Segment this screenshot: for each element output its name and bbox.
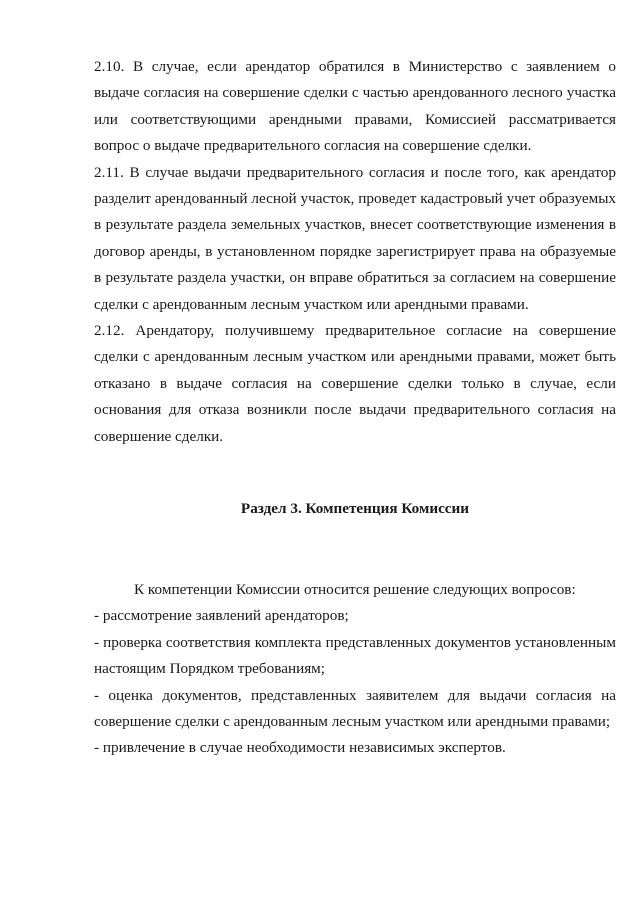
paragraph-number: 2.11. [94,163,124,181]
list-item: - рассмотрение заявлений арендаторов; [94,607,349,625]
list-item: - оценка документов, представленных заявителем для выдачи согласия на совершение сделки с арендованным лесным участком или арендными правами; [94,686,616,731]
paragraph-text: В случае выдачи предварительного согласия и после того, как арендатор разделит арендованный лесной участок, проведет кадастровый учет образуемых в результате раздела земельных участков, внесет соответствующие изменения в договор аренды, в установленном порядке зарегистрирует права на образуемые в результате раздела участки, он вправе обратиться за согласием на совершение сделки с арендованным лесным участком или арендными правами. [94,163,616,313]
document-body [94,54,617,757]
list-item: - проверка соответствия комплекта представленных документов установленным настоящим Порядком требованиям; [94,633,616,678]
list-item: - привлечение в случае необходимости независимых экспертов. [94,739,506,757]
paragraph-text: В случае, если арендатор обратился в Министерство с заявлением о выдаче согласия на совершение сделки с частью арендованного лесного участка или соответствующими арендными правами, Комиссией рассматривается вопрос о выдаче предварительного согласия на совершение сделки. [94,58,616,155]
paragraph-number: 2.10. [94,58,125,75]
paragraph-text: Арендатору, получившему предварительное согласие на совершение сделки с арендованным лесным участком или арендными правами, может быть отказано в выдаче согласия на совершение сделки только в случае, если основания для отказа возникли после выдачи предварительного согласия на совершение сделки. [94,322,617,445]
competence-section [94,577,616,762]
section-intro: К компетенции Комиссии относится решение следующих вопросов: [134,581,576,598]
paragraph-2-11 [94,160,616,318]
paragraph-2-12 [94,318,616,450]
paragraph-number: 2.12. [94,322,125,340]
paragraph-2-10 [94,54,616,160]
section-title: Раздел 3. Компетенция Комиссии [240,500,470,517]
